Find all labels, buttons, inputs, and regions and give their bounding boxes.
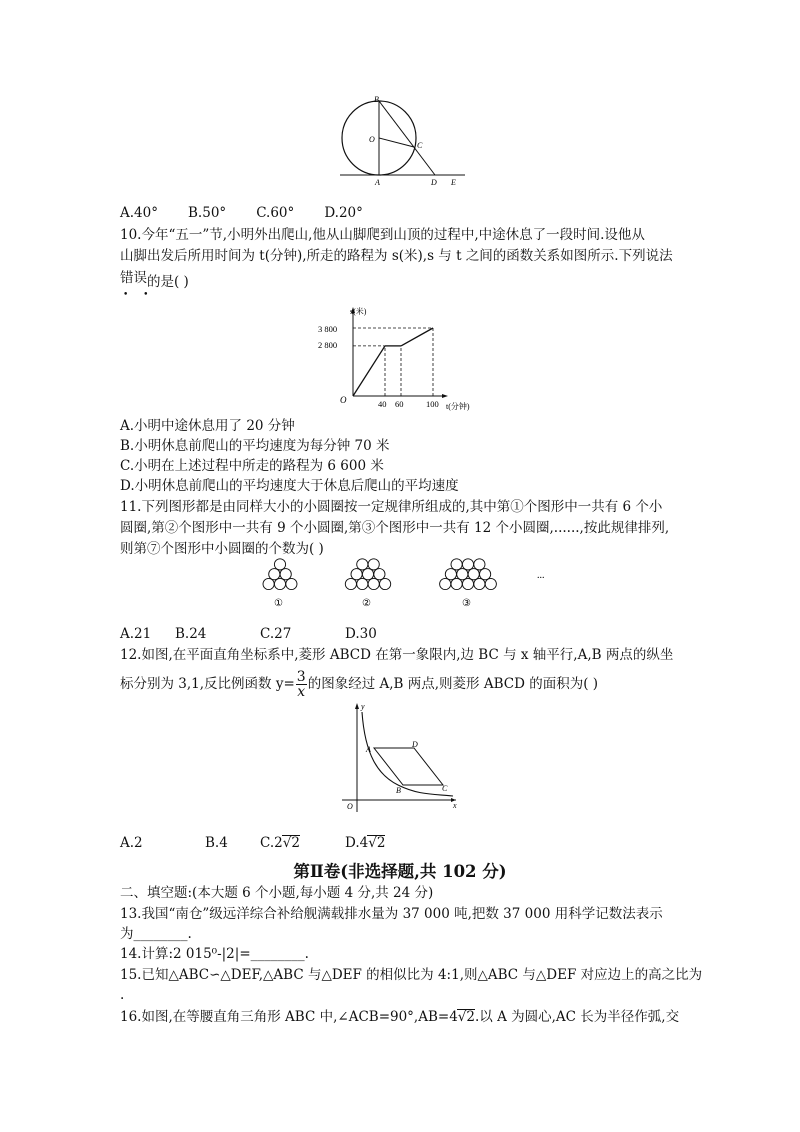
ellipsis-mark: ...: [537, 570, 545, 581]
y-axis-label: s(米): [350, 307, 367, 316]
q9-option-c: C.60°: [256, 205, 295, 221]
part-two-title: 第Ⅱ卷(非选择题,共 102 分): [293, 862, 507, 881]
small-circle: [474, 578, 485, 589]
q11-line-3: 则第⑦个图形中小圆圈的个数为( ): [120, 541, 324, 557]
small-circle: [274, 559, 285, 570]
x-tick-60: 60: [395, 399, 404, 409]
small-circle: [368, 559, 379, 570]
label-e: E: [451, 178, 456, 187]
q12-option-d: D.4√2: [345, 835, 386, 851]
q10-option-c: C.小明在上述过程中所走的路程为 6 600 米: [120, 458, 384, 474]
origin-o-label: O: [347, 802, 353, 811]
pattern-label-2: ②: [362, 598, 371, 609]
q11-option-c: C.27: [260, 626, 292, 642]
q9-option-a: A.40°: [120, 205, 158, 221]
label-a: A: [375, 178, 380, 187]
q10-line-1: 10.今年“五一”节,小明外出爬山,他从山脚爬到山顶的过程中,中途休息了一段时间.设他从: [120, 227, 645, 243]
x-tick-40: 40: [378, 399, 387, 409]
q11-line-1: 11.下列图形都是由同样大小的小圆圈按一定规律所组成的,其中第①个图形中一共有 6 个小: [120, 499, 663, 515]
q11-option-d: D.30: [345, 626, 377, 642]
small-circle: [368, 578, 379, 589]
small-circle: [362, 569, 373, 580]
label-o: O: [369, 135, 375, 144]
q10-option-d: D.小明休息前爬山的平均速度大于休息后爬山的平均速度: [120, 478, 459, 494]
small-circle: [451, 578, 462, 589]
x-axis-arrow: [442, 394, 448, 398]
axis-y-label: y: [361, 702, 365, 711]
section-heading: 二、填空题:(本大题 6 个小题,每小题 4 分,共 24 分): [120, 885, 434, 901]
label-d: D: [431, 178, 437, 187]
small-circle: [374, 569, 385, 580]
x-tick-100: 100: [426, 399, 439, 409]
q11-line-2: 圆圈,第②个图形中一共有 9 个小圆圈,第③个图形中一共有 12 个小圆圈,......,按此规律排列,: [120, 520, 670, 536]
q13-line-1: 13.我国“南仓”级远洋综合补给舰满载排水量为 37 000 吨,把数 37 000 用科学记数法表示: [120, 906, 663, 922]
point-d-label: D: [412, 740, 418, 749]
small-circle: [457, 569, 468, 580]
q12-line-1: 12.如图,在平面直角坐标系中,菱形 ABCD 在第一象限内,边 BC 与 x 轴平行,A,B 两点的纵坐: [120, 647, 674, 663]
q10-line-2: 山脚出发后所用时间为 t(分钟),所走的路程为 s(米),s 与 t 之间的函数关系如图所示.下列说法: [120, 248, 673, 264]
emphasis-word: 错误 • •: [120, 270, 155, 300]
point-a-label: A: [366, 745, 371, 754]
small-circle: [445, 569, 456, 580]
circle-pattern-figure: [240, 556, 570, 614]
small-circle: [357, 559, 368, 570]
q9-option-b: B.50°: [188, 205, 227, 221]
distance-time-chart: [315, 302, 485, 414]
q14-text: 14.计算:2 015⁰-|2|=________.: [120, 946, 309, 962]
q16-text: 16.如图,在等腰直角三角形 ABC 中,∠ACB=90°,AB=4√2.以 A 为圆心,AC 长为半径作弧,交: [120, 1009, 680, 1025]
small-circle: [451, 559, 462, 570]
q12-line-2: 标分别为 3,1,反比例函数 y= $\frac{3}{x}$ 的图象经过 A,B 两点,则菱形 ABCD 的面积为( ): [120, 669, 599, 700]
small-circle: [269, 569, 280, 580]
small-circle: [280, 569, 291, 580]
label-b: B: [374, 95, 379, 104]
small-circle: [480, 569, 491, 580]
small-circle: [274, 578, 285, 589]
q13-line-2: 为________.: [120, 926, 192, 942]
q10-line-3: 错误 • • 的是( ): [120, 270, 189, 300]
small-circle: [462, 578, 473, 589]
rhombus-hyperbola-figure: [338, 700, 463, 815]
small-circle: [351, 569, 362, 580]
small-circle: [485, 578, 496, 589]
fraction-3-over-x: $\frac{3}{x}$: [296, 669, 306, 700]
origin-label: O: [340, 395, 347, 405]
q12-option-a: A.2: [120, 835, 143, 851]
small-circle: [380, 578, 391, 589]
q9-options: [120, 203, 363, 223]
circle-tangent-figure: [330, 92, 470, 192]
series-segment-2: [401, 328, 433, 346]
small-circle: [440, 578, 451, 589]
pattern-label-1: ①: [274, 598, 283, 609]
small-circle: [345, 578, 356, 589]
series-segment-0: [353, 346, 385, 396]
q10-option-b: B.小明休息前爬山的平均速度为每分钟 70 米: [120, 438, 390, 454]
small-circle: [468, 569, 479, 580]
small-circle: [462, 559, 473, 570]
label-c: C: [417, 141, 423, 150]
pattern-label-3: ③: [462, 598, 471, 609]
q11-option-a: A.21: [120, 626, 152, 642]
small-circle: [474, 559, 485, 570]
q15-line-2: .: [120, 987, 125, 1003]
q12-option-c: C.2√2: [260, 835, 300, 851]
axis-x-label: x: [453, 801, 457, 810]
q12-option-b: B.4: [205, 835, 228, 851]
y-tick-2800: 2 800: [318, 340, 338, 350]
y-tick-3800: 3 800: [318, 324, 338, 334]
q15-line-1: 15.已知△ABC∽△DEF,△ABC 与△DEF 的相似比为 4:1,则△ABC 与△DEF 对应边上的高之比为: [120, 967, 703, 983]
q11-option-b: B.24: [175, 626, 207, 642]
small-circle: [263, 578, 274, 589]
q9-option-d: D.20°: [324, 205, 363, 221]
point-b-label: B: [396, 786, 401, 795]
q10-option-a: A.小明中途休息用了 20 分钟: [120, 418, 295, 434]
small-circle: [286, 578, 297, 589]
x-axis-label: t(分钟): [446, 402, 470, 411]
small-circle: [357, 578, 368, 589]
point-c-label: C: [442, 784, 448, 793]
